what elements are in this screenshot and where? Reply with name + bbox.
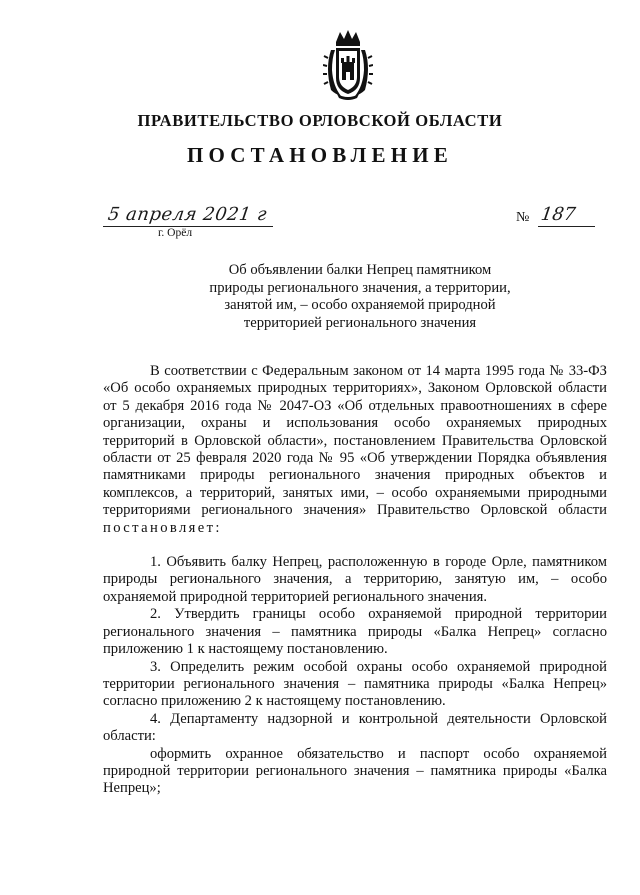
subject-line: занятой им, – особо охраняемой природной	[224, 297, 496, 314]
subject-line: природы регионального значения, а территории,	[209, 279, 511, 296]
item-4a-paragraph: оформить охранное обязательство и паспорт особо охраняемой природной территории регионального значения – памятника природы «Балка Непрец»;	[103, 745, 607, 797]
number-sign: №	[516, 210, 530, 225]
preamble-paragraph	[103, 363, 607, 537]
subject-line: Об объявлении балки Непрец памятником	[228, 262, 492, 278]
organization-title: ПРАВИТЕЛЬСТВО ОРЛОВСКОЙ ОБЛАСТИ	[137, 111, 503, 130]
document-type-title: ПОСТАНОВЛЕНИЕ	[186, 143, 454, 167]
document-body	[103, 363, 607, 798]
coat-of-arms-emblem	[323, 28, 373, 100]
number-underline	[538, 226, 595, 227]
subject-line: территорией регионального значения	[243, 314, 477, 331]
preamble-verb: постановляет:	[103, 519, 222, 536]
handwritten-date: 5 апреля 2021 г	[106, 204, 269, 225]
handwritten-number: 187	[539, 204, 577, 225]
item-3-paragraph: 3. Определить режим особой охраны особо охраняемой природной территории регионального значения – памятника природы «Балка Непрец» согласно приложению 2 к настоящему постановлению.	[103, 658, 607, 710]
city-label: г. Орёл	[158, 227, 193, 239]
item-4-paragraph: 4. Департаменту надзорной и контрольной деятельности Орловской области:	[103, 710, 607, 745]
item-2-paragraph: 2. Утвердить границы особо охраняемой природной территории регионального значения – памятника природы «Балка Непрец» согласно приложению 1 к настоящему постановлению.	[103, 606, 607, 658]
document-subject	[180, 262, 540, 332]
preamble-text: В соответствии с Федеральным законом от 14 марта 1995 года № 33-ФЗ «Об особо охраняемых природных территориях», Законом Орловской области от 5 декабря 2016 года № 2047-ОЗ «Об отдельных правоотношениях в сфере организации, охраны и использования особо охраняемых природных территорий в Орловской области», постановлением Правительства Орловской области от 25 февраля 2020 года № 95 «Об утверждении Порядка объявления памятниками природы регионального значения природных объектов и комплексов, а территорий, занятых ими, – особо охраняемыми природными территориями регионального значения» Правительство Орловской области	[103, 363, 607, 519]
item-1-paragraph: 1. Объявить балку Непрец, расположенную в городе Орле, памятником природы регионального значения, а территорию, занятую им, – особо охраняемой природной территорией регионального значения.	[103, 554, 607, 605]
